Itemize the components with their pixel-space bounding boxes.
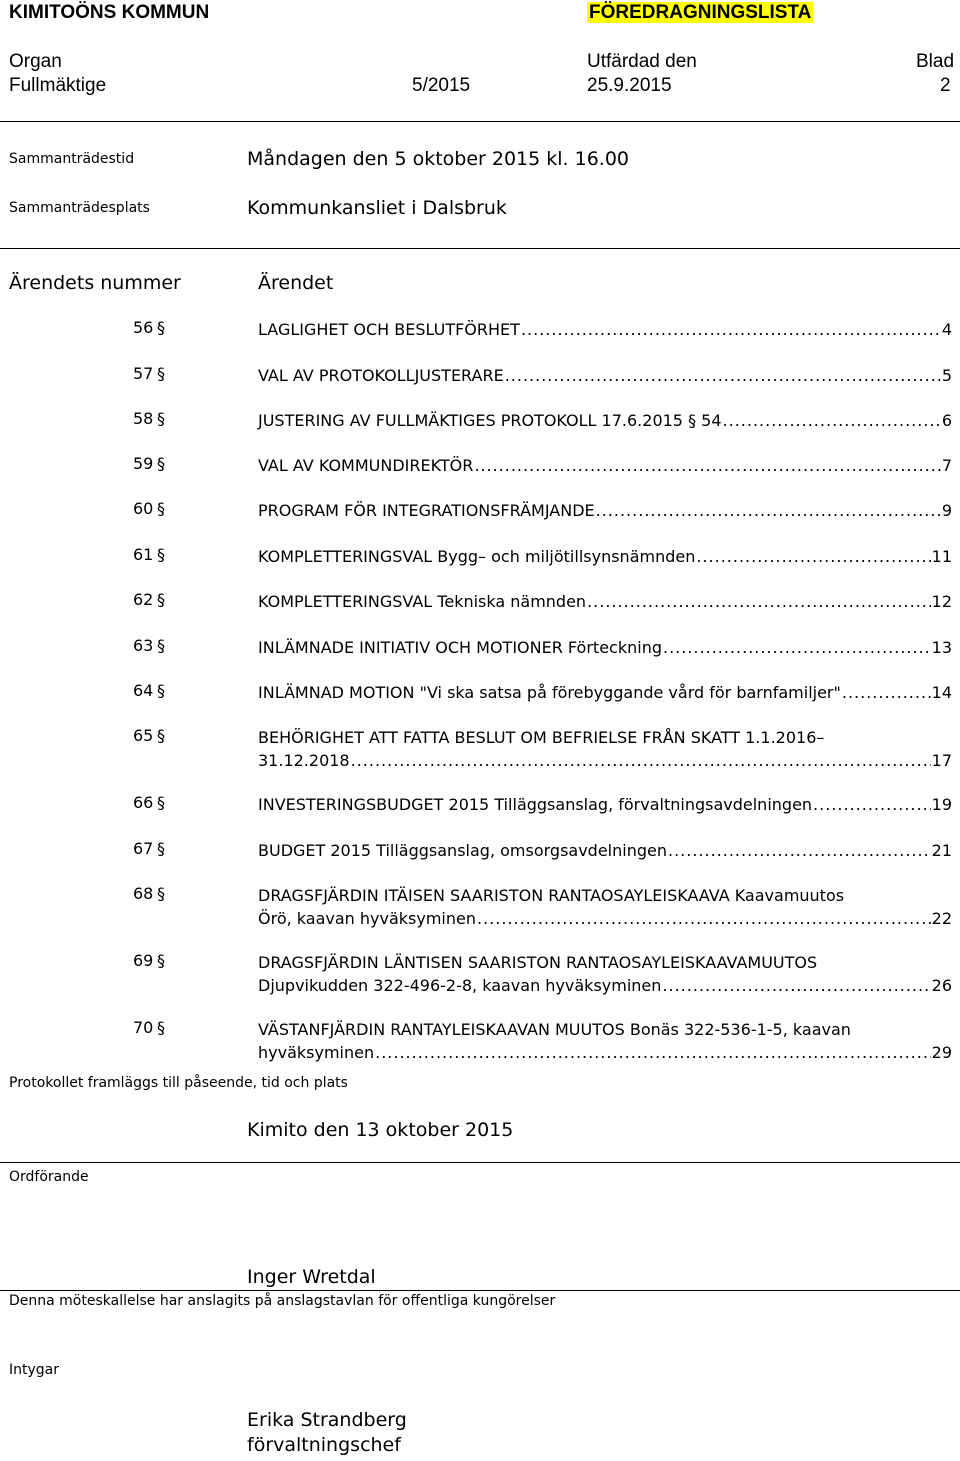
agenda-item-title: BUDGET 2015 Tilläggsanslag, omsorgsavdelningen [258,841,667,860]
dot-leader [842,681,931,704]
agenda-item-text [258,951,952,997]
agenda-item-number: 59 [133,454,154,473]
agenda-item-page: 13 [931,638,952,657]
agenda-item-page: 12 [931,592,952,611]
agenda-item-number: 62 [133,590,154,609]
notice-text: Denna möteskallelse har anslagits på anslagstavlan för offentliga kungörelser [9,1293,556,1309]
agenda-item-title-line [258,409,952,432]
section-symbol: § [157,636,165,655]
agenda-item-title-line [258,907,952,930]
agenda-item-header: Ärendet [258,272,334,294]
agenda-item-title-line [258,681,952,704]
meeting-time-value: Måndagen den 5 oktober 2015 kl. 16.00 [247,148,630,170]
agenda-item-title-line [258,974,952,997]
section-symbol: § [157,499,165,518]
meeting-place-value: Kommunkansliet i Dalsbruk [247,197,507,219]
section-symbol: § [157,839,165,858]
organ-value: Fullmäktige [9,75,107,96]
agenda-item-page: 14 [931,683,952,702]
agenda-item-title: INLÄMNADE INITIATIV OCH MOTIONER Förteckning [258,638,662,657]
section-symbol: § [157,409,165,428]
agenda-item-text [258,590,952,613]
section-symbol: § [157,726,165,745]
agenda-item-title-line: DRAGSFJÄRDIN ITÄISEN SAARISTON RANTAOSAYLEISKAAVA Kaavamuutos [258,886,845,905]
agenda-number-header: Ärendets nummer [9,272,181,294]
organ-label: Organ [9,51,62,72]
chair-name: Inger Wretdal [247,1266,376,1288]
agenda-item-number: 57 [133,364,154,383]
agenda-item-number: 66 [133,793,154,812]
agenda-item-page: 6 [941,411,952,430]
dot-leader [813,793,931,816]
dot-leader [505,364,941,387]
agenda-item-title: LAGLIGHET OCH BESLUTFÖRHET [258,320,520,339]
protocol-label: Protokollet framläggs till påseende, tid och plats [9,1075,348,1091]
agenda-item-title-line [258,318,952,341]
agenda-item-title: VAL AV KOMMUNDIREKTÖR [258,456,474,475]
agenda-item-title-line [258,636,952,659]
agenda-item-text [258,364,952,387]
agenda-item-text [258,545,952,568]
agenda-item-text [258,884,952,930]
dot-leader [521,318,941,341]
certificate-label: Intygar [9,1362,59,1378]
agenda-item-page: 21 [931,841,952,860]
agenda-item-title-line [258,590,952,613]
agenda-item-page: 5 [941,366,952,385]
agenda-item-text [258,839,952,862]
agenda-item-text [258,409,952,432]
agenda-item-text [258,681,952,704]
dot-leader [587,590,931,613]
agenda-item-text [258,726,952,772]
agenda-item-title-line [258,749,952,772]
agenda-item-title-line [258,364,952,387]
issued-label: Utfärdad den [587,51,697,72]
dot-leader [596,499,941,522]
protocol-divider [0,1162,960,1163]
section-symbol: § [157,1018,165,1037]
agenda-item-page: 19 [931,795,952,814]
agenda-item-page: 9 [941,501,952,520]
agenda-item-title: Örö, kaavan hyväksyminen [258,909,476,928]
section-symbol: § [157,681,165,700]
agenda-item-number: 61 [133,545,154,564]
agenda-item-title: 31.12.2018 [258,751,350,770]
dot-leader [474,454,940,477]
agenda-item-number: 56 [133,318,154,337]
agenda-item-page: 26 [931,976,952,995]
dot-leader [668,839,931,862]
agenda-item-text [258,454,952,477]
chair-signature-line [0,1290,960,1291]
agenda-item-text [258,318,952,341]
section-symbol: § [157,951,165,970]
section-symbol: § [157,318,165,337]
agenda-item-title-line: VÄSTANFJÄRDIN RANTAYLEISKAAVAN MUUTOS Bonäs 322-536-1-5, kaavan [258,1020,851,1039]
agenda-item-page: 22 [931,909,952,928]
agenda-item-text [258,499,952,522]
agenda-item-page: 11 [931,547,952,566]
dot-leader [663,636,931,659]
agenda-item-title: KOMPLETTERINGSVAL Tekniska nämnden [258,592,587,611]
agenda-item-text [258,793,952,816]
signer-name: Erika Strandberg [247,1409,407,1431]
agenda-item-title-line [258,793,952,816]
section-symbol: § [157,793,165,812]
agenda-item-title-line [258,454,952,477]
agenda-item-page: 29 [931,1043,952,1062]
meeting-place-label: Sammanträdesplats [9,200,150,216]
agenda-item-number: 58 [133,409,154,428]
agenda-item-title-line [258,1041,952,1064]
section-symbol: § [157,884,165,903]
agenda-item-text [258,636,952,659]
agenda-item-title: INVESTERINGSBUDGET 2015 Tilläggsanslag, förvaltningsavdelningen [258,795,813,814]
agenda-item-page: 7 [941,456,952,475]
agenda-item-title: Djupvikudden 322-496-2-8, kaavan hyväksyminen [258,976,662,995]
agenda-item-title-line: DRAGSFJÄRDIN LÄNTISEN SAARISTON RANTAOSAYLEISKAAVAMUUTOS [258,953,818,972]
dot-leader [351,749,931,772]
header-divider [0,121,960,122]
meeting-divider [0,248,960,249]
agenda-item-number: 63 [133,636,154,655]
dot-leader [723,409,941,432]
page-label: Blad [916,51,955,72]
signer-title: förvaltningschef [247,1434,401,1456]
agenda-item-number: 60 [133,499,154,518]
agenda-item-title-line: BEHÖRIGHET ATT FATTA BESLUT OM BEFRIELSE FRÅN SKATT 1.1.2016– [258,728,825,747]
agenda-item-page: 17 [931,751,952,770]
document-type [587,2,813,24]
agenda-item-title: VAL AV PROTOKOLLJUSTERARE [258,366,504,385]
issued-date: 25.9.2015 [587,75,672,96]
meeting-time-label: Sammanträdestid [9,151,135,167]
section-symbol: § [157,545,165,564]
agenda-item-number: 67 [133,839,154,858]
page-number: 2 [940,75,951,96]
document-type-label: FÖREDRAGNINGSLISTA [589,2,812,23]
section-symbol: § [157,364,165,383]
agenda-item-number: 64 [133,681,154,700]
agenda-item-number: 65 [133,726,154,745]
agenda-item-title-line [258,499,952,522]
dot-leader [375,1041,931,1064]
agenda-item-number: 70 [133,1018,154,1037]
section-symbol: § [157,590,165,609]
agenda-item-title: KOMPLETTERINGSVAL Bygg– och miljötillsynsnämnden [258,547,696,566]
agenda-item-number: 69 [133,951,154,970]
agenda-item-title: hyväksyminen [258,1043,375,1062]
agenda-item-title: INLÄMNAD MOTION "Vi ska satsa på förebyggande vård för barnfamiljer" [258,683,841,702]
agenda-item-page: 4 [941,320,952,339]
agenda-item-title-line [258,839,952,862]
agenda-item-title: PROGRAM FÖR INTEGRATIONSFRÄMJANDE [258,501,595,520]
agenda-item-title: JUSTERING AV FULLMÄKTIGES PROTOKOLL 17.6.2015 § 54 [258,411,722,430]
dot-leader [662,974,930,997]
meeting-number: 5/2015 [412,75,471,96]
section-symbol: § [157,454,165,473]
agenda-item-number: 68 [133,884,154,903]
municipality-name: KIMITOÖNS KOMMUN [9,2,210,23]
dot-leader [696,545,930,568]
dot-leader [477,907,931,930]
agenda-item-title-line [258,545,952,568]
protocol-value: Kimito den 13 oktober 2015 [247,1119,514,1141]
chair-label: Ordförande [9,1169,89,1185]
agenda-item-text [258,1018,952,1064]
